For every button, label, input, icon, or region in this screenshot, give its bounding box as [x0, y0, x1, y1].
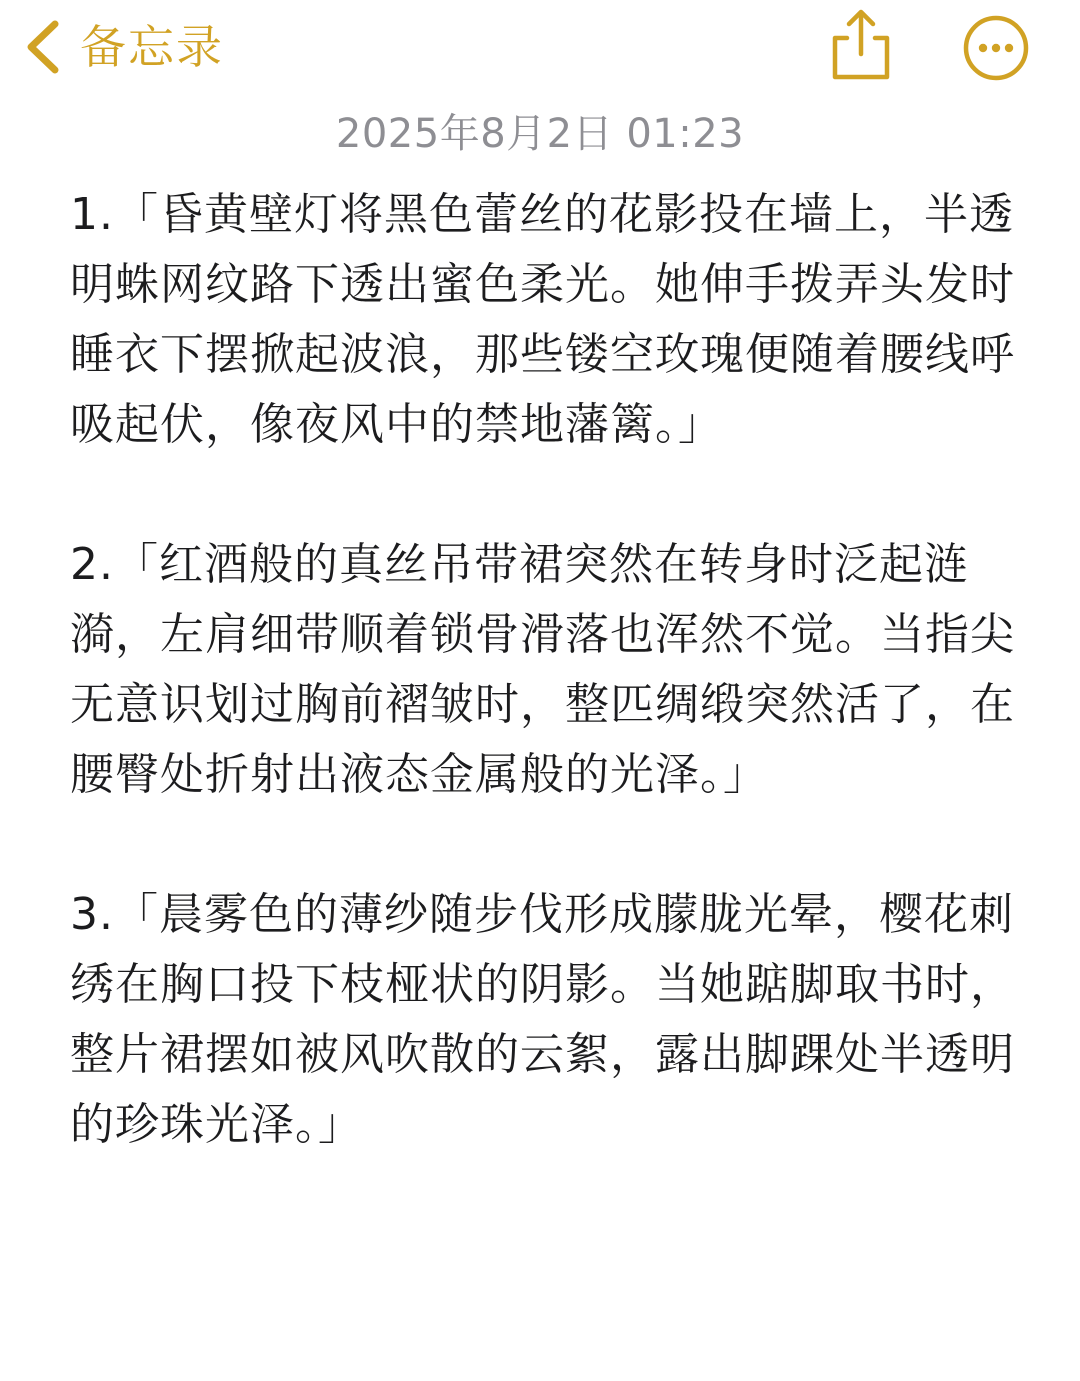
- navigation-bar: [0, 0, 1080, 100]
- note-date: 2025年8月2日 01:23: [335, 111, 745, 157]
- back-button[interactable]: [22, 14, 224, 80]
- note-body[interactable]: [70, 180, 1020, 1230]
- note-paragraph-2: 2.「红酒般的真丝吊带裙突然在转身时泛起涟漪，左肩细带顺着锁骨滑落也浑然不觉。当指尖无意识划过胸前褶皱时，整匹绸缎突然活了，在腰臀处折射出液态金属般的光泽。」: [70, 539, 1015, 800]
- chevron-left-icon: [22, 19, 62, 75]
- share-icon[interactable]: [830, 8, 892, 82]
- note-paragraph-3: 3.「晨雾色的薄纱随步伐形成朦胧光晕，樱花刺绣在胸口投下枝桠状的阴影。当她踮脚取书时，整片裙摆如被风吹散的云絮，露出脚踝处半透明的珍珠光泽。」: [70, 889, 1015, 1150]
- back-button-label: 备忘录: [80, 20, 224, 74]
- note-paragraph-1: 1.「昏黄壁灯将黑色蕾丝的花影投在墙上，半透明蛛网纹路下透出蜜色柔光。她伸手拨弄头发时睡衣下摆掀起波浪，那些镂空玫瑰便随着腰线呼吸起伏，像夜风中的禁地藩篱。」: [70, 189, 1015, 450]
- ellipsis-circle-icon[interactable]: [962, 14, 1030, 82]
